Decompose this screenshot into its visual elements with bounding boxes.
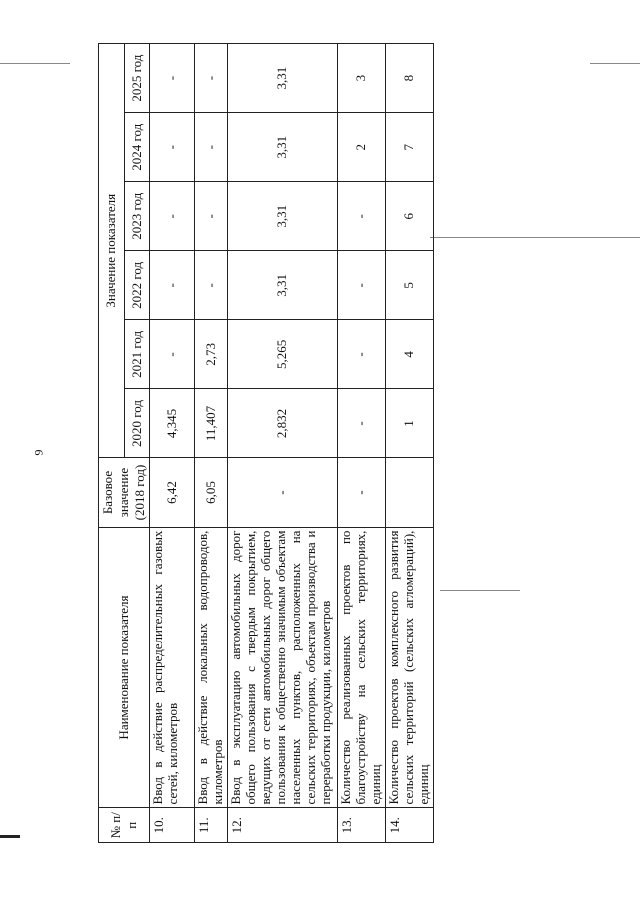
header-year: 2025 год: [124, 44, 150, 113]
header-year: 2023 год: [124, 182, 150, 251]
scan-artifact-line: [440, 590, 520, 591]
row-value: 3,31: [227, 182, 337, 251]
row-value: -: [150, 44, 195, 113]
row-value: 3,31: [227, 113, 337, 182]
row-value: 2,832: [227, 389, 337, 458]
row-value: -: [195, 113, 228, 182]
row-value: 11,407: [195, 389, 228, 458]
row-base: 6,42: [150, 458, 195, 527]
row-value: 2: [337, 113, 385, 182]
row-value: -: [150, 182, 195, 251]
row-value: 4,345: [150, 389, 195, 458]
rotated-table-container: [98, 43, 431, 843]
row-base: -: [227, 458, 337, 527]
row-num: 10.: [150, 808, 195, 843]
row-base: 6,05: [195, 458, 228, 527]
header-year: 2022 год: [124, 251, 150, 320]
row-base: -: [337, 458, 385, 527]
scan-artifact-line: [0, 835, 20, 838]
row-num: 14.: [385, 808, 433, 843]
table-row: [337, 44, 385, 843]
scan-artifact-line: [0, 63, 70, 64]
header-year: 2021 год: [124, 320, 150, 389]
row-value: 7: [385, 113, 433, 182]
header-values-group: Значение показателя: [99, 44, 125, 459]
table-row: [195, 44, 228, 843]
page-number: 9: [31, 449, 46, 456]
row-value: 4: [385, 320, 433, 389]
row-value: 1: [385, 389, 433, 458]
row-value: 5: [385, 251, 433, 320]
header-base: Базовое значение (2018 год): [99, 458, 150, 527]
row-value: -: [337, 389, 385, 458]
row-base: [385, 458, 433, 527]
header-year: 2024 год: [124, 113, 150, 182]
row-value: -: [337, 251, 385, 320]
table-row: [150, 44, 195, 843]
row-value: 3: [337, 44, 385, 113]
row-value: 6: [385, 182, 433, 251]
row-name: Ввод в действие распределительных газовых сетей, километров: [150, 527, 195, 808]
row-value: 3,31: [227, 44, 337, 113]
header-name: Наименование показателя: [99, 527, 150, 808]
row-name: Количество проектов комплексного развития сельских территорий (сельских агломераций), единиц: [385, 527, 433, 808]
row-value: -: [195, 44, 228, 113]
row-num: 12.: [227, 808, 337, 843]
scan-artifact-line: [590, 63, 640, 64]
table-row: [385, 44, 433, 843]
row-value: -: [150, 251, 195, 320]
header-row: [99, 44, 125, 843]
row-num: 11.: [195, 808, 228, 843]
row-name: Ввод в эксплуатацию автомобильных дорог общего пользования с твердым покрытием, ведущих от сети автомобильных дорог общего пользования к общественно значимым объектам населенных пунктов, расположенных на сельских территориях, объектам производства и переработки продукции, километров: [227, 527, 337, 808]
row-value: 5,265: [227, 320, 337, 389]
indicators-table: [98, 43, 434, 843]
row-value: -: [337, 182, 385, 251]
row-value: 2,73: [195, 320, 228, 389]
scan-artifact-line: [430, 237, 640, 238]
row-value: -: [337, 320, 385, 389]
row-num: 13.: [337, 808, 385, 843]
row-value: 3,31: [227, 251, 337, 320]
row-value: 8: [385, 44, 433, 113]
row-value: -: [150, 320, 195, 389]
row-name: Количество реализованных проектов по благоустройству на сельских территориях, единиц: [337, 527, 385, 808]
header-year: 2020 год: [124, 389, 150, 458]
row-value: -: [195, 251, 228, 320]
table-row: [227, 44, 337, 843]
row-value: -: [150, 113, 195, 182]
row-name: Ввод в действие локальных водопроводов, километров: [195, 527, 228, 808]
row-value: -: [195, 182, 228, 251]
header-num: № п/п: [99, 808, 150, 843]
